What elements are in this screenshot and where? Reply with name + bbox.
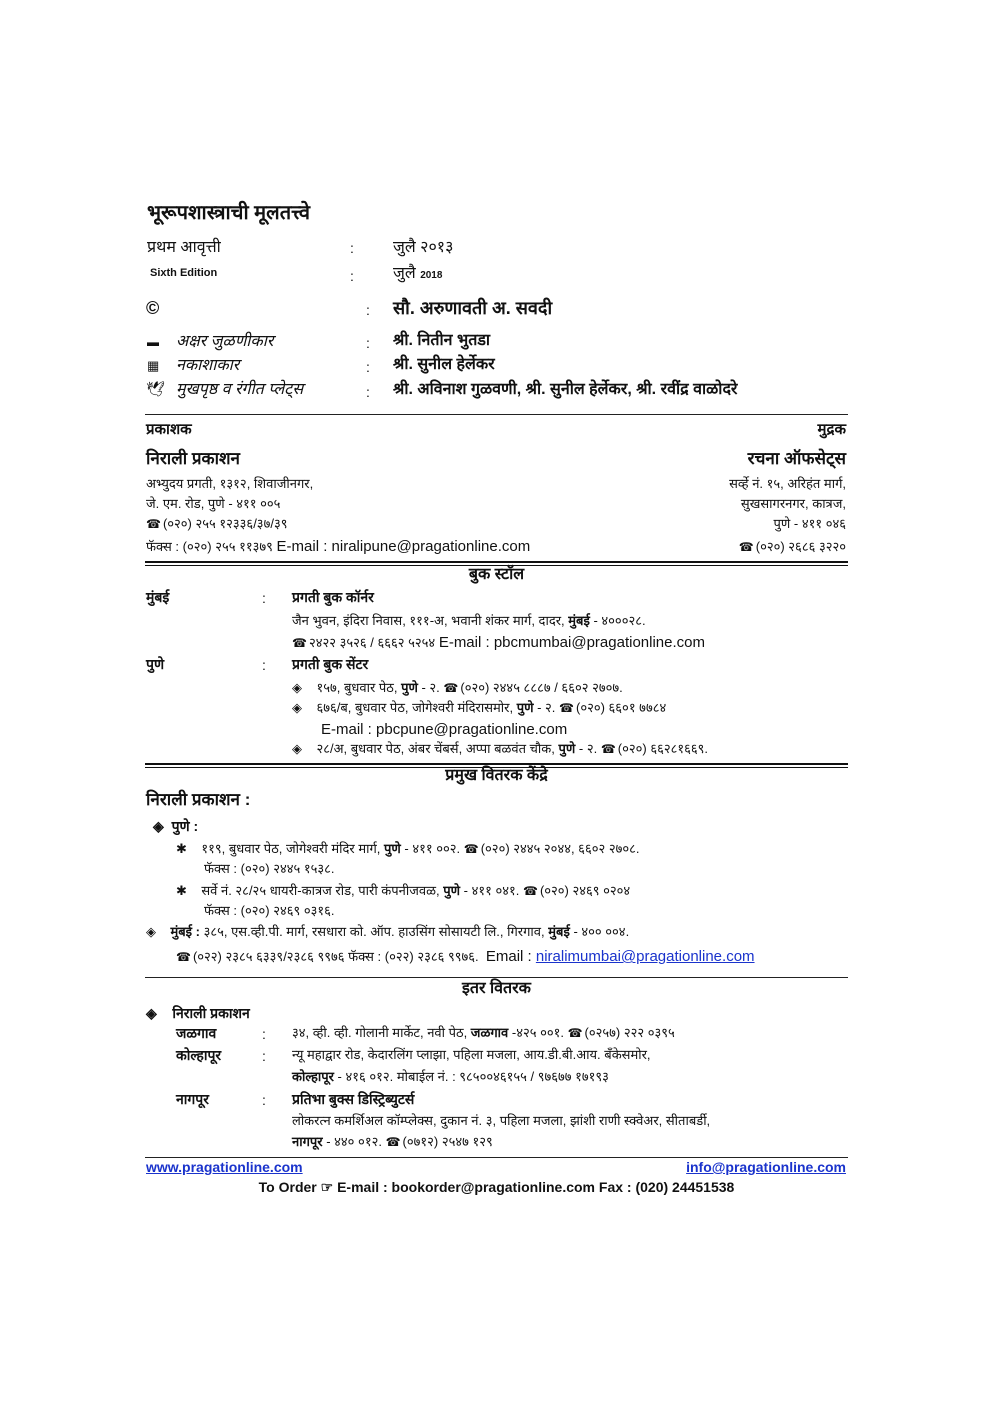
publisher-fax: फॅक्स : (०२०) २५५ ११३७९ (146, 539, 273, 554)
publisher-address-line: जे. एम. रोड, पुणे - ४११ ००५ (146, 496, 281, 511)
cover-value: श्री. अविनाश गुळवणी, श्री. सुनील हेर्लेकर, श्री. रवींद्र वाळोदरे (393, 381, 738, 398)
cartographer-value: श्री. सुनील हेर्लेकर (393, 356, 495, 373)
other-distributors-heading: इतर वितरक (462, 980, 531, 997)
publisher-heading: प्रकाशक (146, 421, 192, 438)
bullet-icon: ◈ (146, 1005, 157, 1021)
mumbai-distributor-phone: (०२२) २३८५ ६३३९/२३८६ ९९७६ फॅक्स : (०२२) २३८६ ९९७६. (192, 949, 479, 964)
pune-stall-name: प्रगती बुक सेंटर (292, 656, 369, 672)
list-item: ✱ ११९, बुधवार पेठ, जोगेश्वरी मंदिर मार्ग, पुणे - ४११ ००२. ☎ (०२०) २४४५ २०४४, ६६०२ २७०८. (176, 841, 640, 856)
publisher-email: E-mail : niralipune@pragationline.com (276, 538, 531, 555)
pointing-hand-icon: ☞ (320, 1179, 334, 1195)
other-subheading: निराली प्रकाशन (172, 1005, 250, 1021)
mumbai-stall-name: प्रगती बुक कॉर्नर (292, 589, 374, 605)
pune-city-label: पुणे (146, 656, 165, 672)
first-edition-label: प्रथम आवृत्ती (147, 239, 221, 256)
colon: : (366, 384, 370, 400)
phone-icon: ☎ (567, 1026, 583, 1040)
book-stall-heading: बुक स्टॉल (468, 566, 525, 583)
colon: : (366, 335, 370, 351)
order-line: To Order ☞ E-mail : bookorder@pragationline.com Fax : (020) 24451538 (258, 1179, 735, 1195)
cover-label: मुखपृष्ठ व रंगीत प्लेट्स (176, 381, 304, 398)
book-title: भूरूपशास्त्राची मूलतत्त्वे (147, 202, 310, 224)
star-icon: ✱ (176, 841, 187, 856)
nagpur-contact: नागपूर - ४४० ०१२. ☎ (०७१२) २५४७ १२९ (292, 1134, 493, 1149)
publisher-phone: (०२०) २५५ १२३३६/३७/३९ (162, 516, 288, 531)
pune-stall-email: E-mail : pbcpune@pragationline.com (321, 721, 568, 738)
mumbai-stall-address: जैन भुवन, इंदिरा निवास, १११-अ, भवानी शंकर मार्ग, दादर, मुंबई - ४०००२८. (292, 613, 646, 628)
bullet-icon: ◈ (153, 818, 164, 834)
list-item: ◈ २८/अ, बुधवार पेठ, अंबर चेंबर्स, अप्पा बळवंत चौक, पुणे - २. ☎ (०२०) ६६२८१६६९. (292, 741, 709, 756)
phone-icon: ☎ (463, 842, 479, 856)
copyright-holder: सौ. अरुणावती अ. सवदी (393, 298, 553, 318)
list-item: ◈ १५७, बुधवार पेठ, पुणे - २. ☎ (०२०) २४४५ ८८८७ / ६६०२ २७०७. (292, 680, 623, 695)
colon: : (262, 1048, 266, 1064)
mumbai-distributor: ◈ मुंबई : ३८५, एस.व्ही.पी. मार्ग, रसधारा को. ऑप. हाउसिंग सोसायटी लि., गिरगाव, मुंबई - ४०० ००४. (146, 924, 630, 939)
first-edition-value: जुलै २०१३ (393, 239, 454, 256)
nagpur-name: प्रतिभा बुक्स डिस्ट्रिब्युटर्स (292, 1091, 415, 1107)
distributors-heading: प्रमुख वितरक केंद्रे (445, 767, 548, 784)
mumbai-city-label: मुंबई (146, 589, 170, 605)
info-email-link[interactable]: info@pragationline.com (686, 1159, 846, 1175)
bullet-icon: ◈ (146, 924, 156, 939)
colon: : (366, 359, 370, 375)
kolhapur-contact: कोल्हापूर - ४१६ ०१२. मोबाईल नं. : ९८५००४६१५५ / ९७६७७ १७१९३ (292, 1069, 609, 1084)
fax: फॅक्स : (०२०) २४४५ १५३८. (204, 861, 335, 876)
list-item: ◈ ६७६/ब, बुधवार पेठ, जोगेश्वरी मंदिरासमोर, पुणे - २. ☎ (०२०) ६६०१ ७७८४ (292, 700, 667, 715)
colon: : (350, 268, 354, 284)
phone-icon: ☎ (559, 701, 574, 715)
fax: फॅक्स : (०२०) २४६९ ०३१६. (204, 903, 335, 918)
divider (145, 414, 848, 415)
phone-icon: ☎ (600, 742, 616, 756)
phone-icon: ☎ (738, 540, 754, 554)
printer-address-line: सुखसागरनगर, कात्रज, (740, 496, 846, 511)
phone-icon: ☎ (292, 636, 307, 650)
kolhapur-label: कोल्हापूर (176, 1047, 222, 1063)
printer-address-line: सर्व्हे नं. १५, अरिहंत मार्ग, (729, 476, 846, 491)
pune-label: पुणे : (171, 818, 199, 834)
kolhapur-address: न्यू महाद्वार रोड, केदारलिंग प्लाझा, पहिला मजला, आय.डी.बी.आय. बँकेसमोर, (292, 1047, 651, 1062)
divider (145, 977, 848, 978)
list-item: ✱ सर्वे नं. २८/२५ धायरी-कात्रज रोड, पारी कंपनीजवळ, पुणे - ४११ ०४१. ☎ (०२०) २४६९ ०२०४ (176, 883, 631, 898)
website-link[interactable]: www.pragationline.com (146, 1159, 303, 1175)
computer-icon: ▬ (147, 335, 159, 349)
phone-icon: ☎ (176, 950, 191, 964)
jalgaon-address: ३४, व्ही. व्ही. गोलानी मार्केट, नवी पेठ, जळगाव -४२५ ००१. ☎ (०२५७) २२२ ०३९५ (292, 1025, 675, 1040)
printer-address-line: पुणे - ४११ ०४६ (773, 516, 846, 531)
printer-name: रचना ऑफसेट्स (747, 449, 846, 468)
copyright-icon: © (146, 298, 160, 318)
jalgaon-label: जळगाव (176, 1025, 217, 1041)
distributors-subheading: निराली प्रकाशन : (146, 790, 251, 809)
colon: : (262, 657, 266, 673)
colon: : (350, 240, 354, 256)
typesetter-value: श्री. नितीन भुतडा (393, 332, 491, 349)
publisher-address-line: अभ्युदय प्रगती, १३१२, शिवाजीनगर, (146, 476, 314, 491)
phone-icon: ☎ (146, 517, 161, 531)
bullet-icon: ◈ (292, 741, 302, 756)
bullet-icon: ◈ (292, 680, 302, 695)
sixth-edition-label: Sixth Edition (150, 267, 218, 279)
colon: : (262, 590, 266, 606)
phone-icon: ☎ (385, 1135, 401, 1149)
bullet-icon: ◈ (292, 700, 302, 715)
map-grid-icon: ▦ (147, 358, 160, 373)
printer-phone: (०२०) २६८६ ३२२० (755, 539, 846, 554)
sixth-edition-value: जुलै 2018 (393, 265, 443, 282)
star-icon: ✱ (176, 883, 187, 898)
printer-heading: मुद्रक (817, 421, 846, 438)
mumbai-stall-phone: २४२२ ३५२६ / ६६६२ ५२५४ (308, 635, 436, 650)
mumbai-stall-email: E-mail : pbcmumbai@pragationline.com (438, 634, 705, 651)
mumbai-email-link[interactable]: niralimumbai@pragationline.com (535, 948, 755, 965)
colon: : (262, 1026, 266, 1042)
publisher-name: निराली प्रकाशन (146, 449, 240, 468)
cartographer-label: नकाशाकार (176, 357, 240, 374)
colon: : (262, 1092, 266, 1108)
nagpur-address: लोकरत्न कमर्शिअल कॉम्प्लेक्स, दुकान नं. ३, पहिला मजला, झांशी राणी स्क्वेअर, सीताबर्डी, (292, 1113, 711, 1128)
phone-icon: ☎ (522, 884, 538, 898)
typesetter-label: अक्षर जुळणीकार (176, 333, 274, 350)
dove-icon: 🕊 (146, 381, 166, 398)
colon: : (366, 302, 370, 318)
nagpur-label: नागपूर (176, 1091, 209, 1107)
phone-icon: ☎ (443, 681, 459, 695)
